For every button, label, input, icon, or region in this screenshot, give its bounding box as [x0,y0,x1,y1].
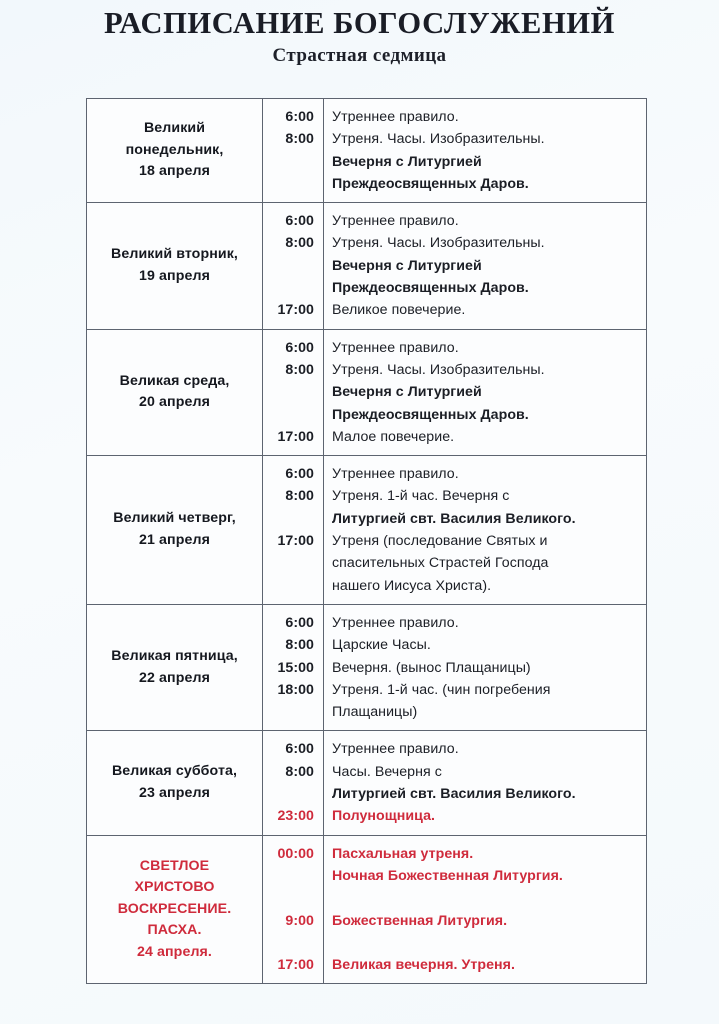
service-description: Утреня. Часы. Изобразительны. [332,131,545,148]
service-time: 6:00 [285,741,314,758]
service-line-list [324,836,646,984]
table-row [87,99,647,203]
service-description: Царские Часы. [332,637,431,654]
service-description: Утреннее правило. [332,614,459,631]
service-description: нашего Иисуса Христа). [332,577,492,594]
day-label-cell [87,835,263,984]
service-time: 17:00 [277,428,314,445]
day-label-line: Великая пятница, [111,648,238,665]
service-time: 15:00 [277,659,314,676]
page-title: РАСПИСАНИЕ БОГОСЛУЖЕНИЙ [104,6,615,40]
service-description: Преждеосвященных Даров. [332,280,529,297]
service-time-cell [263,203,324,329]
service-time: 9:00 [285,912,314,929]
service-time-cell [263,835,324,984]
service-description: Божественная Литургия. [332,912,508,929]
service-time: 17:00 [277,957,314,974]
time-line-list [263,99,323,202]
day-label-line: 19 апреля [139,267,210,284]
service-time: 18:00 [277,681,314,698]
day-label-line: 20 апреля [139,394,210,411]
service-time: 6:00 [285,213,314,230]
service-description: Вечерня с Литургией [332,384,482,401]
day-label-cell [87,203,263,329]
service-description: Утреня. Часы. Изобразительны. [332,235,545,252]
service-description: Утреннее правило. [332,339,459,356]
schedule-table-wrapper [86,98,646,984]
service-time-cell [263,99,324,203]
service-description-cell [324,203,647,329]
service-time: 8:00 [285,763,314,780]
service-description: Вечерня. (вынос Плащаницы) [332,659,531,676]
time-line-list [263,456,323,604]
service-time-cell [263,329,324,455]
service-description-cell [324,99,647,203]
service-description: Плащаницы) [332,704,418,721]
service-description: Утреннее правило. [332,466,459,483]
table-row [87,329,647,455]
service-description-cell [324,731,647,835]
service-description: Утреннее правило. [332,109,459,125]
day-label-cell [87,604,263,730]
day-label-cell [87,456,263,605]
service-description-cell [324,456,647,605]
time-line-list [263,203,323,328]
service-description: Пасхальная утреня. [332,845,474,862]
time-line-list [263,836,323,984]
day-label-line: СВЕТЛОЕ [139,857,210,874]
service-description: Литургией свт. Василия Великого. [332,510,576,527]
day-label-line: ХРИСТОВО [134,879,215,896]
service-description: Полунощница. [332,808,436,825]
service-time-cell [263,604,324,730]
day-label-line: Великий [143,120,206,137]
time-line-list [263,330,323,455]
day-label-line: Великий четверг, [113,510,236,527]
service-description-cell [324,329,647,455]
service-time: 00:00 [277,845,314,862]
service-description-cell [324,604,647,730]
service-description: Часы. Вечерня с [332,763,442,780]
table-row [87,456,647,605]
service-line-list [324,605,646,730]
service-description: Великая вечерня. Утреня. [332,957,515,974]
service-line-list [324,203,646,328]
page-subtitle: Страстная седмица [272,45,447,67]
service-line-list [324,731,646,834]
service-description: Литургией свт. Василия Великого. [332,786,576,803]
table-row [87,731,647,835]
service-time: 8:00 [285,235,314,252]
day-label-line: ВОСКРЕСЕНИЕ. [117,900,232,917]
day-label-line: 18 апреля [139,163,210,180]
service-description: Преждеосвященных Даров. [332,175,529,192]
service-line-list [324,99,646,202]
service-description: Утреннее правило. [332,741,459,758]
service-time: 6:00 [285,614,314,631]
day-label-line: понедельник, [125,141,224,158]
service-schedule-table [86,98,647,984]
service-description: Вечерня с Литургией [332,257,482,274]
service-description: Великое повечерие. [332,302,466,319]
service-description: Утреня. 1-й час. Вечерня с [332,488,510,505]
title-block [0,0,719,67]
time-line-list [263,731,323,834]
day-label-cell [87,329,263,455]
service-description: Преждеосвященных Даров. [332,406,529,423]
service-time: 23:00 [277,808,314,825]
service-time: 8:00 [285,637,314,654]
table-row [87,203,647,329]
service-time: 6:00 [285,339,314,356]
service-description: Утреня (последование Святых и [332,533,548,550]
service-description: Вечерня с Литургией [332,153,482,170]
day-label-line: 23 апреля [139,785,210,802]
service-description: Ночная Божественная Литургия. [332,867,563,884]
table-row [87,835,647,984]
day-label-line: Великая среда, [119,372,230,389]
day-label-cell [87,99,263,203]
day-label-line: 22 апреля [139,669,210,686]
day-label-line: Великая суббота, [111,763,238,780]
table-row [87,604,647,730]
service-time: 8:00 [285,361,314,378]
service-time: 8:00 [285,131,314,148]
service-time: 6:00 [285,109,314,125]
service-time: 6:00 [285,466,314,483]
day-label-cell [87,731,263,835]
service-description: Малое повечерие. [332,428,455,445]
service-time-cell [263,731,324,835]
day-label-line: 21 апреля [139,532,210,549]
service-description: Утреннее правило. [332,213,459,230]
service-time: 17:00 [277,302,314,319]
service-line-list [324,456,646,604]
service-description: спасительных Страстей Господа [332,555,549,572]
service-time: 8:00 [285,488,314,505]
time-line-list [263,605,323,730]
service-time-cell [263,456,324,605]
service-line-list [324,330,646,455]
service-description: Утреня. 1-й час. (чин погребения [332,681,551,698]
service-description-cell [324,835,647,984]
service-time: 17:00 [277,533,314,550]
day-label-line: 24 апреля. [137,943,212,960]
day-label-line: ПАСХА. [147,922,202,939]
day-label-line: Великий вторник, [111,246,238,263]
service-description: Утреня. Часы. Изобразительны. [332,361,545,378]
